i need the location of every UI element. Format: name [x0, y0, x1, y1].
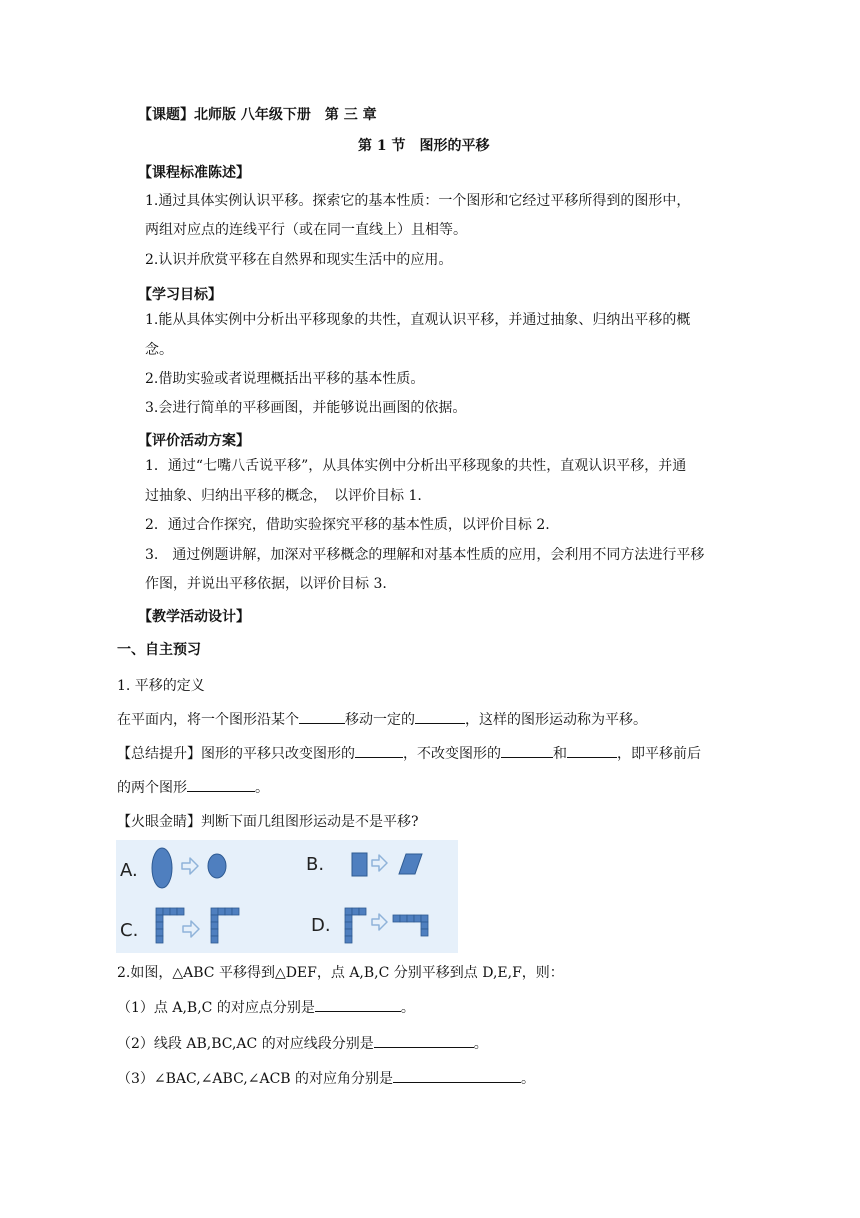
blank-invariant-1[interactable]: [501, 743, 553, 758]
q2-part-1: [117, 997, 415, 1018]
q2-part-1-end: 。: [400, 1000, 415, 1016]
blank-invariant-2[interactable]: [567, 743, 617, 758]
objectives-heading: 【学习目标】: [138, 287, 222, 303]
evaluation-heading: 【评价活动方案】: [138, 433, 250, 449]
summary-text-d: ，即平移前后: [617, 746, 701, 762]
option-b-square: [352, 853, 367, 876]
summary-line-2: [117, 777, 269, 798]
option-c-moved-l-shape: [211, 908, 239, 943]
definition-text-a: 在平面内，将一个图形沿某个: [117, 712, 299, 728]
arrow-right-icon: [372, 855, 387, 871]
option-b-label: B.: [306, 854, 325, 875]
q2-part-2-end: 。: [473, 1036, 488, 1052]
definition-text-b: 移动一定的: [345, 712, 415, 728]
q2-intro: 2.如图，△ABC 平移得到△DEF，点 A,B,C 分别平移到点 D,E,F，则：: [117, 965, 564, 981]
section-title: 第 1 节 图形的平移: [358, 138, 490, 154]
standards-heading: 【课程标准陈述】: [138, 165, 250, 181]
option-b-parallelogram: [399, 854, 422, 874]
evaluation-item-3-line-1: 3. 通过例题讲解，加深对平移概念的理解和对基本性质的应用，会利用不同方法进行平移: [145, 547, 705, 563]
blank-corresponding-points[interactable]: [315, 997, 401, 1012]
summary-text-c: 和: [553, 746, 567, 762]
standards-item-2: 2.认识并欣赏平移在自然界和现实生活中的应用。: [145, 252, 453, 268]
summary-line-1: [117, 743, 701, 764]
option-c-label: C.: [120, 920, 139, 941]
option-d-rotated-l-shape: [393, 915, 428, 936]
definition-text-c: ，这样的图形运动称为平移。: [465, 712, 647, 728]
q2-part-2-text: （2）线段 AB,BC,AC 的对应线段分别是: [117, 1036, 374, 1052]
arrow-right-icon: [182, 858, 198, 874]
summary-text-a: 【总结提升】图形的平移只改变图形的: [117, 746, 355, 762]
option-d-label: D.: [311, 915, 331, 936]
translation-judgement-figure: [116, 840, 458, 953]
option-a-moved-ellipse: [208, 854, 226, 878]
standards-item-1-line-2: 两组对应点的连线平行（或在同一直线上）且相等。: [145, 222, 467, 238]
option-d-original-l-shape: [345, 908, 366, 943]
shapes-canvas: [116, 840, 458, 953]
design-heading: 【教学活动设计】: [138, 609, 250, 625]
q2-part-3-end: 。: [521, 1071, 536, 1087]
arrow-right-icon: [372, 914, 387, 930]
objectives-item-3: 3.会进行简单的平移画图，并能够说出画图的依据。: [145, 400, 467, 416]
course-title: 【课题】北师版 八年级下册 第 三 章: [138, 107, 377, 123]
definition-line: [117, 709, 647, 730]
q1-title: 1. 平移的定义: [117, 678, 205, 694]
q2-part-1-text: （1）点 A,B,C 的对应点分别是: [117, 1000, 315, 1016]
evaluation-item-3-line-2: 作图，并说出平移依据，以评价目标 3.: [145, 576, 387, 592]
arrow-right-icon: [183, 921, 199, 937]
q2-part-3-text: （3）∠BAC,∠ABC,∠ACB 的对应角分别是: [117, 1071, 394, 1087]
evaluation-item-2: 2．通过合作探究，借助实验探究平移的基本性质，以评价目标 2.: [145, 517, 550, 533]
option-a-label: A.: [120, 860, 138, 881]
judge-prompt: 【火眼金睛】判断下面几组图形运动是不是平移?: [117, 814, 419, 830]
option-c-original-l-shape: [156, 908, 184, 943]
summary-line-2-text-b: 。: [255, 780, 269, 796]
objectives-item-1-line-2: 念。: [145, 342, 173, 358]
objectives-item-2: 2.借助实验或者说理概括出平移的基本性质。: [145, 371, 425, 387]
standards-item-1-line-1: 1.通过具体实例认识平移。探索它的基本性质：一个图形和它经过平移所得到的图形中，: [145, 193, 691, 209]
summary-line-2-text-a: 的两个图形: [117, 780, 187, 796]
q2-part-3: [117, 1068, 535, 1089]
blank-corresponding-angles[interactable]: [393, 1068, 521, 1083]
option-a-original-ellipse: [152, 848, 172, 888]
objectives-item-1-line-1: 1.能从具体实例中分析出平移现象的共性，直观认识平移，并通过抽象、归纳出平移的概: [145, 312, 691, 328]
summary-text-b: ，不改变图形的: [403, 746, 501, 762]
evaluation-item-1-line-2: 过抽象、归纳出平移的概念， 以评价目标 1.: [145, 488, 422, 504]
q2-part-2: [117, 1033, 488, 1054]
blank-changes[interactable]: [355, 743, 403, 758]
preview-heading: 一、自主预习: [117, 642, 201, 658]
evaluation-item-1-line-1: 1．通过“七嘴八舌说平移”，从具体实例中分析出平移现象的共性，直观认识平移，并通: [145, 458, 687, 474]
blank-direction[interactable]: [299, 709, 345, 724]
blank-corresponding-segments[interactable]: [374, 1033, 474, 1048]
blank-distance[interactable]: [415, 709, 465, 724]
blank-figures-relation[interactable]: [187, 777, 255, 792]
